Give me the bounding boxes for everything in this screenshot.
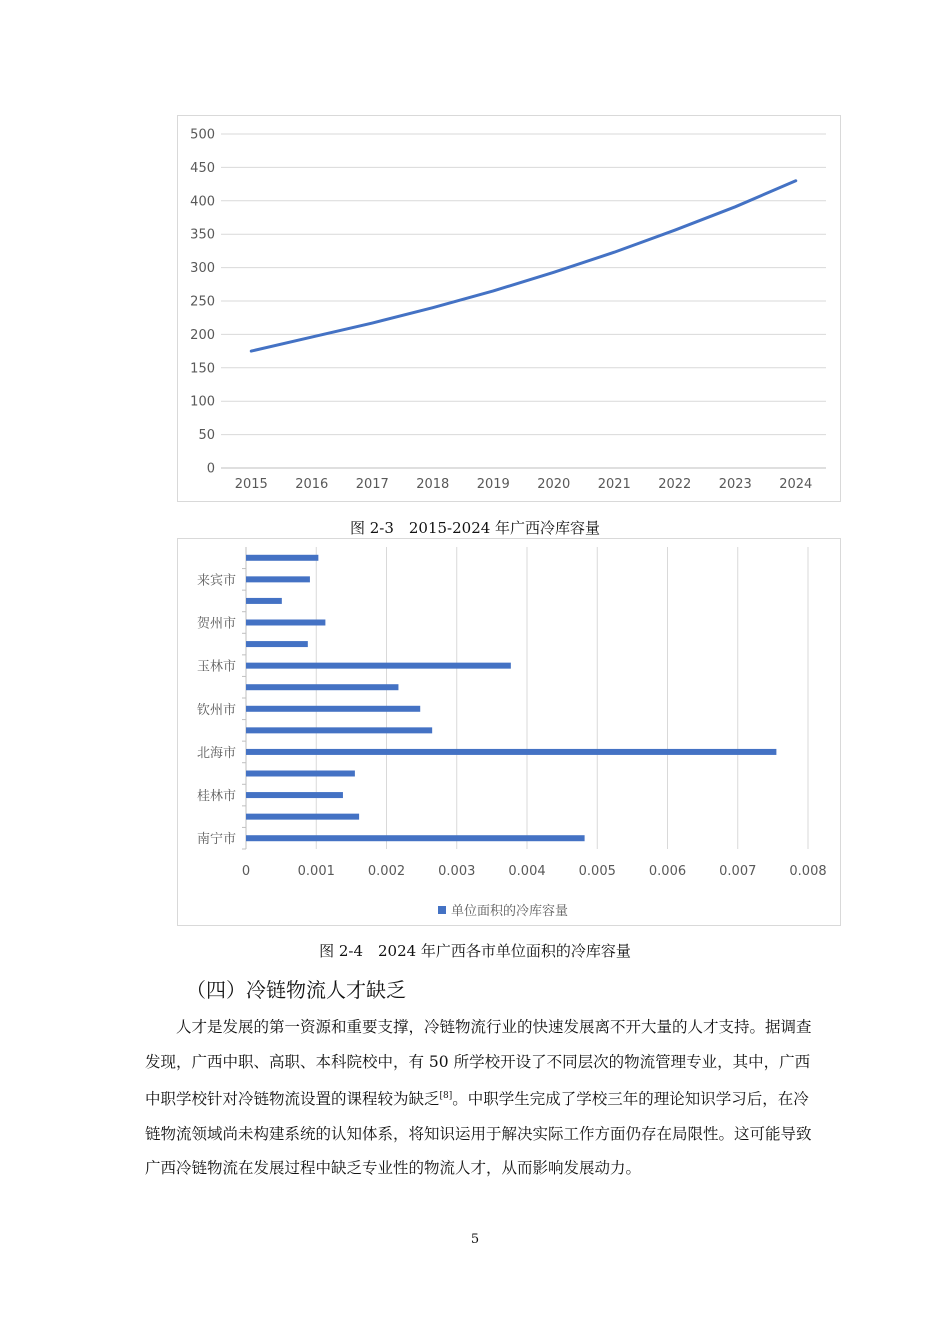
bar [246, 749, 776, 755]
bar [246, 771, 355, 777]
x-tick-label: 2015 [234, 477, 268, 492]
y-tick-label: 0 [206, 461, 215, 477]
x-tick-label: 2019 [476, 477, 510, 492]
bar [246, 663, 511, 669]
x-tick-label: 0.006 [648, 864, 687, 879]
bar [246, 620, 325, 626]
bar [246, 706, 420, 712]
y-category-label: 钦州市 [196, 702, 236, 718]
x-tick-label: 2016 [295, 477, 329, 492]
x-tick-label: 2024 [779, 477, 813, 492]
x-tick-label: 2017 [355, 477, 389, 492]
y-category-label: 桂林市 [196, 789, 236, 805]
bar [246, 835, 585, 841]
y-category-label: 玉林市 [196, 659, 236, 675]
x-tick-label: 0.005 [578, 864, 616, 879]
y-tick-label: 150 [190, 361, 215, 377]
series-line [251, 181, 796, 351]
y-tick-label: 50 [198, 428, 215, 444]
bar [246, 576, 310, 582]
bar-chart-unit-area-capacity [177, 538, 841, 926]
citation-reference[interactable]: [8] [439, 1091, 453, 1101]
y-tick-label: 300 [190, 261, 215, 277]
bar [246, 814, 359, 820]
page-number: 5 [470, 1232, 480, 1247]
y-category-label: 来宾市 [196, 573, 236, 589]
line-chart-svg [178, 116, 840, 501]
y-category-label: 南宁市 [196, 832, 236, 848]
figure-caption-2-3: 图 2-3 2015-2024 年广西冷库容量 [349, 519, 601, 537]
body-text-part1: 人才是发展的第一资源和重要支撑，冷链物流行业的快速发展离不开大量的人才支持。据调查发现，广西中职、高职、本科院校中，有 50 所学校开设了不同层次的物流管理专业，其中，广西中职学校针对冷链物流设置的课程较为缺乏 [145, 1018, 812, 1108]
section-heading: （四）冷链物流人才缺乏 [186, 978, 406, 1002]
y-tick-label: 500 [190, 127, 215, 143]
y-tick-label: 400 [190, 194, 215, 210]
y-tick-label: 100 [190, 394, 215, 410]
line-chart-cold-storage-capacity [177, 115, 841, 502]
bar [246, 555, 318, 561]
x-tick-label: 2021 [597, 477, 631, 492]
y-tick-label: 200 [190, 327, 215, 343]
y-tick-label: 350 [190, 227, 215, 243]
x-tick-label: 0.003 [438, 864, 476, 879]
x-tick-label: 2022 [658, 477, 692, 492]
x-tick-label: 0.001 [297, 864, 335, 879]
bar [246, 684, 398, 690]
y-tick-label: 250 [190, 294, 215, 310]
bar [246, 641, 308, 647]
bar [246, 727, 432, 733]
bar [246, 598, 282, 604]
x-tick-label: 0.008 [789, 864, 827, 879]
y-category-label: 贺州市 [196, 616, 236, 632]
y-category-label: 北海市 [196, 745, 236, 761]
y-tick-label: 450 [190, 160, 215, 176]
legend-label: 单位面积的冷库容量 [451, 904, 569, 919]
body-paragraph [145, 1010, 815, 1186]
figure-caption-2-4: 图 2-4 2024 年广西各市单位面积的冷库容量 [319, 942, 631, 960]
x-tick-label: 2018 [416, 477, 450, 492]
x-tick-label: 0 [241, 864, 251, 879]
bar [246, 792, 343, 798]
x-tick-label: 0.007 [719, 864, 757, 879]
bar-chart-svg [178, 539, 840, 925]
x-tick-label: 0.002 [367, 864, 406, 879]
x-tick-label: 0.004 [508, 864, 546, 879]
legend-swatch [438, 906, 446, 914]
body-text-part2: 。中职学生完成了学校三年的理论知识学习后，在冷链物流领域尚未构建系统的认知体系，将知识运用于解决实际工作方面仍存在局限性。这可能导致广西冷链物流在发展过程中缺乏专业性的物流人才，从而影响发展动力。 [145, 1090, 812, 1177]
x-tick-label: 2020 [537, 477, 571, 492]
legend [438, 903, 568, 919]
x-tick-label: 2023 [718, 477, 752, 492]
